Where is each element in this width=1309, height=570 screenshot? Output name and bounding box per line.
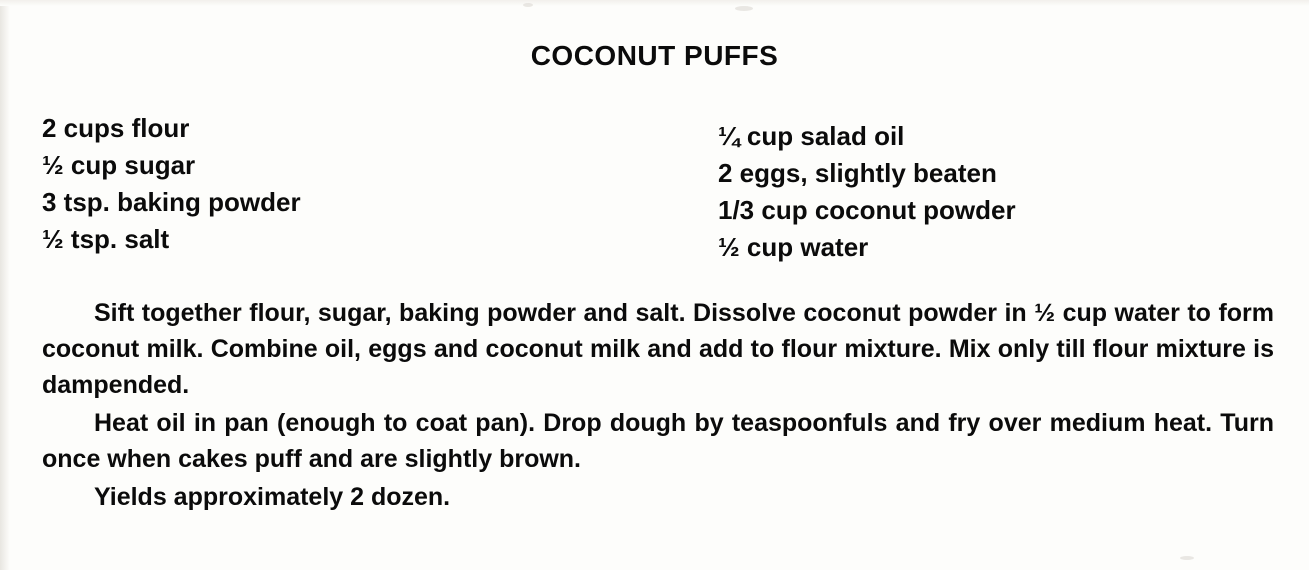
instruction-yield: Yields approximately 2 dozen.: [94, 483, 451, 511]
ingredients-column-left: [42, 110, 301, 258]
ingredients-section: [0, 106, 1309, 266]
ingredient-item: ½ tsp. salt: [42, 224, 170, 254]
ingredient-item: ½ cup water: [718, 232, 869, 262]
ingredient-item: 2 eggs, slightly beaten: [718, 158, 997, 188]
ingredient-item: ¼ cup salad oil: [718, 121, 905, 151]
ingredient-item: 2 cups flour: [42, 113, 190, 143]
instruction-paragraph: Heat oil in pan (enough to coat pan). Drop dough by teaspoonfuls and fry over medium heat. Turn once when cakes puff and are slightly brown.: [42, 409, 1274, 473]
paper-speck: [1180, 556, 1194, 560]
page-top-edge-shadow: [0, 0, 1309, 6]
instruction-paragraph: Sift together flour, sugar, baking powder and salt. Dissolve coconut powder in ½ cup water to form coconut milk. Combine oil, eggs and coconut milk and add to flour mixture. Mix only till flour mixture is dampended.: [42, 299, 1274, 399]
paper-speck: [735, 6, 753, 11]
instructions-section: [42, 295, 1274, 517]
page-left-edge-shadow: [0, 0, 10, 570]
paper-speck: [523, 3, 533, 7]
ingredients-column-right: [718, 118, 1016, 266]
ingredient-item: ½ cup sugar: [42, 150, 196, 180]
ingredient-item: 1/3 cup coconut powder: [718, 195, 1016, 225]
ingredient-item: 3 tsp. baking powder: [42, 187, 301, 217]
recipe-title: COCONUT PUFFS: [530, 40, 779, 71]
